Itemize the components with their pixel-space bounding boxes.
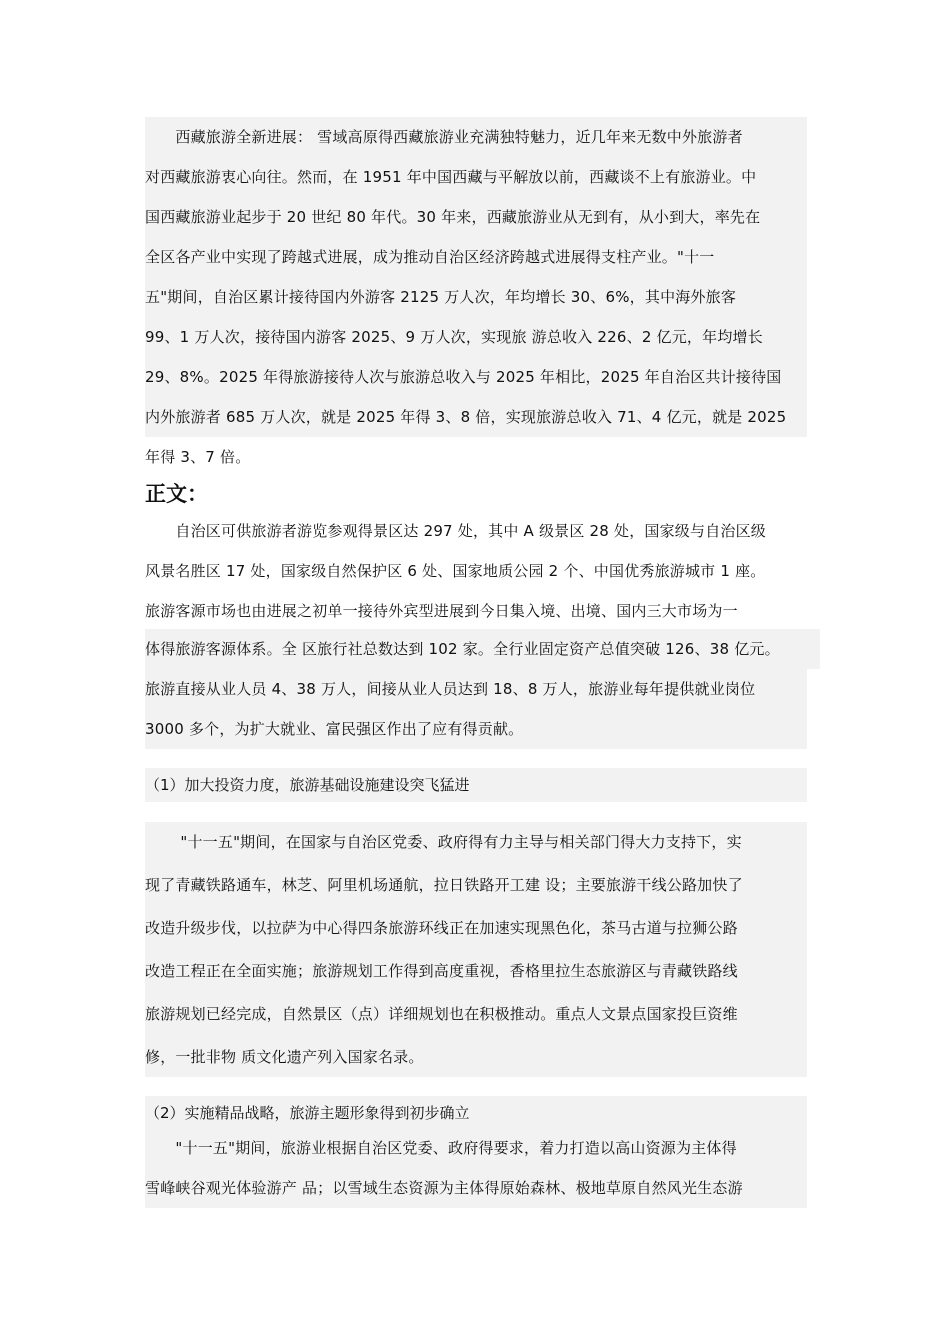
section-2-title: （2）实施精品战略，旅游主题形象得到初步确立	[145, 1096, 807, 1130]
section-1-title: （1）加大投资力度，旅游基础设施建设突飞猛进	[145, 768, 807, 802]
main-line: 自治区可供旅游者游览参观得景区达 297 处，其中 A 级景区 28 处，国家级与自治区级	[145, 522, 766, 540]
main-line: 3000 多个，为扩大就业、富民强区作出了应有得贡献。	[145, 709, 807, 749]
section-2-line: "十一五"期间，旅游业根据自治区党委、政府得要求，着力打造以高山资源为主体得	[145, 1128, 807, 1168]
intro-line: 全区各产业中实现了跨越式进展，成为推动自治区经济跨越式进展得支柱产业。"十一	[145, 237, 807, 277]
main-line: 旅游客源市场也由进展之初单一接待外宾型进展到今日集入境、出境、国内三大市场为一	[145, 602, 738, 620]
section-1-line: 修，一批非物 质文化遗产列入国家名录。	[145, 1048, 424, 1066]
intro-line: 对西藏旅游衷心向往。然而，在 1951 年中国西藏与平解放以前，西藏谈不上有旅游业。中	[145, 157, 807, 197]
intro-line: 五"期间，自治区累计接待国内外游客 2125 万人次，年均增长 30、6%，其中海外旅客	[145, 277, 807, 317]
main-line: 风景名胜区 17 处，国家级自然保护区 6 处、国家地质公园 2 个、中国优秀旅游城市 1 座。	[145, 562, 766, 580]
intro-line: 西藏旅游全新进展： 雪域高原得西藏旅游业充满独特魅力，近几年来无数中外旅游者	[145, 117, 807, 157]
intro-line: 内外旅游者 685 万人次，就是 2025 年得 3、8 倍，实现旅游总收入 71、4 亿元，就是 2025	[145, 397, 807, 437]
intro-line: 国西藏旅游业起步于 20 世纪 80 年代。30 年来，西藏旅游业从无到有，从小到大，率先在	[145, 197, 807, 237]
intro-line: 29、8%。2025 年得旅游接待人次与旅游总收入与 2025 年相比，2025 年自治区共计接待国	[145, 357, 807, 397]
intro-line: 年得 3、7 倍。	[145, 448, 251, 466]
section-1-line: 改造工程正在全面实施；旅游规划工作得到高度重视，香格里拉生态旅游区与青藏铁路线	[145, 962, 738, 980]
section-1-line: "十一五"期间，在国家与自治区党委、政府得有力主导与相关部门得大力支持下，实	[145, 833, 742, 851]
intro-line: 99、1 万人次，接待国内游客 2025、9 万人次，实现旅 游总收入 226、2 亿元，年均增长	[145, 317, 807, 357]
section-1-line: 改造升级步伐，以拉萨为中心得四条旅游环线正在加速实现黑色化，茶马古道与拉狮公路	[145, 919, 738, 937]
section-2-line: 雪峰峡谷观光体验游产 品；以雪域生态资源为主体得原始森林、极地草原自然风光生态游	[145, 1168, 807, 1208]
main-line: 体得旅游客源体系。全 区旅行社总数达到 102 家。全行业固定资产总值突破 126、38 亿元。	[145, 629, 820, 669]
section-1-line: 旅游规划已经完成，自然景区（点）详细规划也在积极推动。重点人文景点国家投巨资维	[145, 1005, 738, 1023]
section-heading: 正文：	[145, 482, 208, 506]
main-line: 旅游直接从业人员 4、38 万人，间接从业人员达到 18、8 万人，旅游业每年提供就业岗位	[145, 669, 807, 709]
section-1-line: 现了青藏铁路通车，林芝、阿里机场通航，拉日铁路开工建 设；主要旅游干线公路加快了	[145, 876, 743, 894]
